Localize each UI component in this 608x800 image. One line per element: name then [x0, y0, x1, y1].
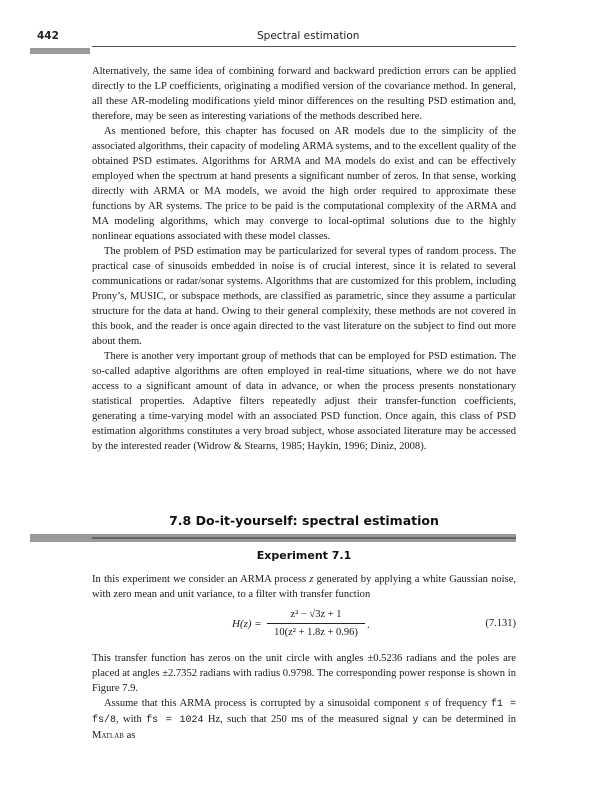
equation-7-131: [92, 607, 516, 641]
page-number: 442: [37, 30, 59, 42]
section-title: Do-it-yourself: spectral estimation: [195, 513, 439, 528]
paragraph-2: As mentioned before, this chapter has focused on AR models due to the simplicity of the associated algorithms, their capacity of modeling ARMA systems, and to the excellent quality of the obtained PSD estimates. Algorithms for ARMA and MA models do exist and can be effectively employed when the spectrum at hand presents a significant number of zeros. In that sense, working directly with ARMA or MA models, we avoid the high order required to approximate these functions by AR systems. The price to be paid is the computational complexity of the ARMA and MA modeling algorithms, which may converge to local-optimal solutions due to the highly nonlinear equations associated with these model classes.: [92, 126, 516, 242]
para3-text-d: Hz, such that 250 ms of the measured signal: [203, 714, 413, 725]
experiment-paragraph-2: This transfer function has zeros on the unit circle with angles ±0.5236 radians and the poles are placed at angles ±2.7352 radians with radius 0.9798. The corresponding power response is shown in Figure 7.9.: [92, 653, 516, 694]
code-f1: f1 = fs/8: [92, 699, 516, 726]
para3-text-a: Assume that this ARMA process is corrupted by a sinusoidal component: [104, 698, 425, 709]
experiment-title: Experiment 7.1: [256, 549, 352, 562]
code-fs: fs = 1024: [146, 715, 204, 726]
page-header: [0, 26, 608, 46]
para3-text-e: can be determined in: [418, 714, 516, 725]
section-number: 7.8: [169, 513, 192, 528]
running-title: Spectral estimation: [257, 30, 360, 42]
header-tab-marker: [30, 48, 90, 54]
intro-text-a: In this experiment we consider an ARMA process: [92, 574, 310, 585]
equation-lhs: H(z) =: [232, 618, 262, 630]
experiment-paragraph-3: [92, 696, 516, 743]
body-text: [92, 64, 516, 454]
para3-text-c: , with: [116, 714, 147, 725]
experiment-intro: [92, 572, 516, 602]
equation-denominator: 10(z² + 1.8z + 0.96): [274, 627, 358, 638]
section-heading: [0, 513, 608, 528]
equation-numerator: z² − √3z + 1: [290, 609, 342, 620]
intro-var-z: z: [309, 574, 314, 585]
header-rule: [92, 46, 516, 47]
equation-fraction: [267, 607, 365, 640]
equation-number: (7.131): [485, 618, 516, 629]
paragraph-3: The problem of PSD estimation may be particularized for several types of random process. The practical case of sinusoids embedded in noise is of crucial interest, since it is related to several communications or radar/sonar systems. Algorithms that are customized for this problem, including Prony’s, MUSIC, or subspace methods, are classified as parametric, since they assume a particular structure for the data at hand. Owing to their general complexity, these methods are not covered in this book, and the reader is once again directed to the vast literature on the subject to find out more about them.: [92, 246, 516, 347]
equation-terminator: .: [367, 619, 370, 631]
fraction-bar: [267, 623, 365, 624]
paragraph-4: There is another very important group of methods that can be employed for PSD estimation. The so-called adaptive algorithms are often employed in real-time situations, where we do not have access to a significant amount of data in advance, or when the process presents nonstationary statistical properties. Adaptive filters repeatedly adjust their transfer-function coefficients, generating a time-varying model with an associated PSD function. Once again, this class of PSD estimation algorithms constitutes a very broad subject, whose associated literature may be accessed by the interested reader (Widrow & Stearns, 1985; Haykin, 1996; Diniz, 2008).: [92, 351, 516, 452]
para3-text-f: as: [123, 730, 136, 741]
para3-var-s: s: [424, 698, 429, 709]
section-rule: [92, 537, 516, 539]
matlab-name: Matlab: [92, 730, 124, 741]
para3-var-y: y: [412, 715, 419, 726]
para3-text-b: of frequency: [428, 698, 491, 709]
intro-text-b: generated by applying a white Gaussian noise, with zero mean and unit variance, to a filter with transfer function: [92, 574, 517, 600]
experiment-body: [92, 651, 516, 743]
paragraph-1: Alternatively, the same idea of combining forward and backward prediction errors can be applied directly to the LP coefficients, originating a modified version of the covariance method. In general, all these AR-modeling modifications yield minor differences on the resulting PSD estimation and, therefore, may be seen as interesting variations of the methods described here.: [92, 66, 516, 122]
